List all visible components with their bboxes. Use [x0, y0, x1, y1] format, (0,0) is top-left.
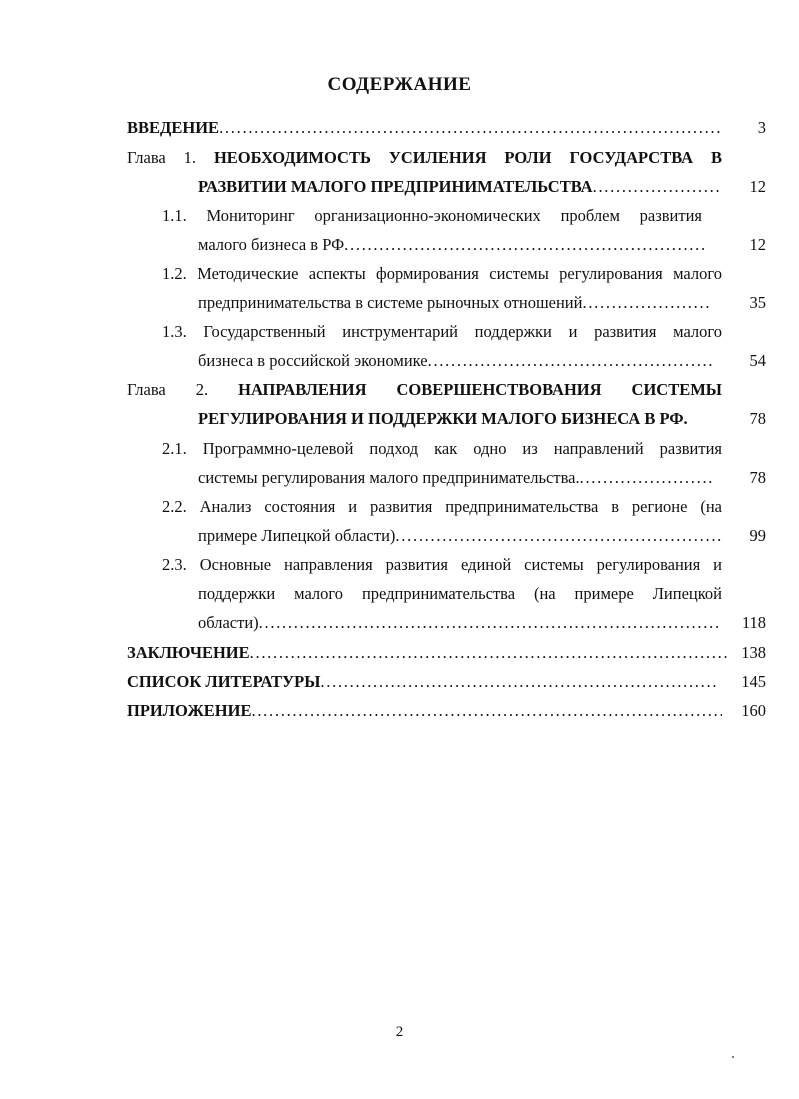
toc-title: СОДЕРЖАНИЕ: [327, 74, 472, 95]
toc-section-2-1-line-2: [198, 466, 712, 490]
toc-entry-conclusion: [127, 641, 727, 665]
toc-page-number: 160: [741, 701, 766, 720]
toc-entry-intro: [127, 116, 722, 140]
dot-leader: [344, 233, 708, 257]
toc-chapter-1-line-1: [127, 146, 722, 170]
toc-section-2-2-line-2: [198, 524, 722, 548]
toc-page-number: 78: [749, 409, 766, 428]
toc-chapter-2-line-2: РЕГУЛИРОВАНИЯ И ПОДДЕРЖКИ МАЛОГО БИЗНЕСА В РФ.: [198, 409, 688, 428]
toc-page-number: 3: [757, 118, 766, 137]
section-title-continued: примере Липецкой области): [198, 526, 396, 545]
section-title-continued: системы регулирования малого предпринимательства.: [198, 468, 580, 487]
chapter-prefix: Глава 1.: [127, 148, 197, 167]
toc-section-2-1-line-1: 2.1. Программно-целевой подход как одно из направлений развития: [162, 439, 722, 458]
page-number: 2: [395, 1024, 404, 1040]
toc-page-number: 54: [749, 351, 766, 370]
scan-speck: [732, 1056, 734, 1058]
toc-page-number: 78: [749, 468, 766, 487]
section-title-continued: малого бизнеса в РФ: [198, 235, 345, 254]
toc-page-number: 12: [749, 177, 766, 196]
toc-section-2-3-line-1: 2.3. Основные направления развития единой системы регулирования и: [162, 555, 722, 574]
toc-section-1-1-line-1: 1.1. Мониторинг организационно-экономических проблем развития: [162, 206, 702, 225]
toc-entry-label: ПРИЛОЖЕНИЕ: [127, 701, 252, 720]
dot-leader: [582, 291, 712, 315]
toc-section-2-2-line-1: 2.2. Анализ состояния и развития предпринимательства в регионе (на: [162, 497, 722, 516]
toc-chapter-2-line-1: [127, 378, 722, 402]
dot-leader: [580, 466, 712, 490]
dot-leader: [251, 699, 722, 723]
dot-leader: [593, 175, 722, 199]
dot-leader: [320, 670, 717, 694]
dot-leader: [395, 524, 722, 548]
chapter-title: НАПРАВЛЕНИЯ СОВЕРШЕНСТВОВАНИЯ СИСТЕМЫ: [238, 380, 722, 399]
toc-entry-label: ВВЕДЕНИЕ: [127, 118, 220, 137]
toc-section-1-2-line-2: [198, 291, 712, 315]
toc-page-number: 12: [749, 235, 766, 254]
toc-section-2-3-line-3: [198, 611, 720, 635]
toc-page-number: 99: [749, 526, 766, 545]
toc-page-number: 138: [741, 643, 766, 662]
dot-leader: [428, 349, 712, 373]
toc-page-number: 145: [741, 672, 766, 691]
chapter-prefix: Глава 2.: [127, 380, 209, 399]
section-title-continued: бизнеса в российской экономике: [198, 351, 428, 370]
dot-leader: [219, 116, 722, 140]
toc-page-number: 35: [749, 293, 766, 312]
toc-entry-references: [127, 670, 717, 694]
section-title-continued: предпринимательства в системе рыночных отношений: [198, 293, 583, 312]
toc-page-number: 118: [741, 613, 766, 632]
toc-chapter-1-line-2: [198, 175, 722, 199]
toc-section-2-3-line-2: поддержки малого предпринимательства (на примере Липецкой: [198, 584, 722, 603]
toc-section-1-2-line-1: 1.2. Методические аспекты формирования системы регулирования малого: [162, 264, 722, 283]
toc-section-1-3-line-1: 1.3. Государственный инструментарий поддержки и развития малого: [162, 322, 722, 341]
chapter-title: НЕОБХОДИМОСТЬ УСИЛЕНИЯ РОЛИ ГОСУДАРСТВА В: [213, 148, 722, 167]
toc-section-1-1-line-2: [198, 233, 708, 257]
toc-section-1-3-line-2: [198, 349, 712, 373]
chapter-title-continued: РАЗВИТИИ МАЛОГО ПРЕДПРИНИМАТЕЛЬСТВА: [198, 177, 593, 196]
toc-entry-label: СПИСОК ЛИТЕРАТУРЫ: [127, 672, 321, 691]
toc-entry-label: ЗАКЛЮЧЕНИЕ: [127, 643, 250, 662]
section-title-continued: области): [198, 613, 259, 632]
dot-leader: [250, 641, 727, 665]
toc-entry-appendix: [127, 699, 722, 723]
dot-leader: [259, 611, 720, 635]
